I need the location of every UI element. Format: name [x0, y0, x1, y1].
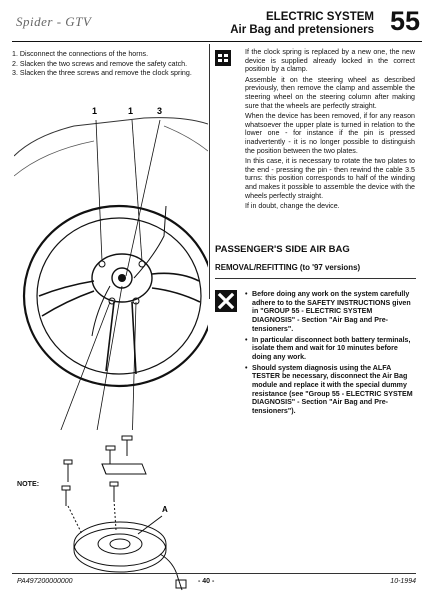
warning-x-icon	[215, 290, 237, 312]
info-paragraph: In this case, it is necessary to rotate the two plates to the end - pressing the pin - then rewind the cable 3.5 turns: this position corresponds to half of the winding and makes it possible to assemble the device with the wheels perfectly straight.	[245, 157, 415, 200]
page-number: - 40 -	[198, 578, 215, 585]
footer-divider	[12, 573, 416, 574]
section-heading: PASSENGER'S SIDE AIR BAG	[215, 244, 350, 255]
warning-item: • Before doing any work on the system carefully adhere to to the SAFETY INSTRUCTIONS given in "GROUP 55 - ELECTRIC SYSTEM DIAGNOSIS" - Section "Air Bag and Pre-tensioners".	[245, 290, 415, 334]
info-paragraph: If in doubt, change the device.	[245, 202, 340, 211]
info-paragraph: If the clock spring is replaced by a new one, the new device is supplied already locked in the correct position by a clamp.	[245, 48, 415, 74]
clock-spring-info	[245, 48, 415, 213]
step-1: 1. Disconnect the connections of the horns.	[12, 50, 149, 58]
brand-logo: Spider - GTV	[16, 14, 92, 29]
fig3-label-a: A	[162, 505, 168, 514]
fig1-label-3: 3	[157, 106, 163, 116]
fig1-label-1b: 1	[128, 106, 134, 116]
fig1-label-1a: 1	[92, 106, 98, 116]
safety-warnings	[245, 290, 415, 418]
clock-spring-figure	[42, 430, 202, 595]
steering-wheel-figure	[14, 96, 208, 474]
header-title-line1: ELECTRIC SYSTEM	[266, 11, 374, 23]
info-icon	[215, 50, 231, 66]
info-paragraph: Assemble it on the steering wheel as described previously, then remove the clamp and assemble the steering wheel on the steering column after making sure that the wheels are perfectly straight.	[245, 75, 415, 110]
header-divider	[12, 41, 422, 42]
column-divider	[209, 44, 210, 299]
step-2: 2. Slacken the two screws and remove the safety catch.	[12, 59, 188, 68]
note-label: NOTE:	[17, 480, 40, 488]
sub-heading-divider	[215, 278, 416, 279]
sub-heading: REMOVAL/REFITTING (to '97 versions)	[215, 263, 361, 272]
procedure-steps	[12, 50, 200, 79]
header-title	[230, 11, 374, 37]
page-header	[12, 6, 422, 40]
info-paragraph: When the device has been removed, if for any reason whatsoever the upper plate is turned in relation to the lower one - for instance if the pin is pressed inadvertently - it is no longer possible to distinguish the position between the two plates.	[245, 112, 415, 155]
warning-item: • In particular disconnect both battery terminals, isolate them and wait for 10 minutes before doing any work.	[245, 336, 415, 362]
footer-date: 10-1994	[390, 578, 416, 585]
section-number: 55	[389, 6, 420, 36]
footer-code: PA497200000000	[17, 578, 73, 585]
header-title-line2: Air Bag and pretensioners	[230, 24, 374, 36]
warning-item: • Should system diagnosis using the ALFA TESTER be necessary, disconnect the Air Bag module and replace it with the special dummy resistance (see "Group 55 - ELECTRIC SYSTEM DIAGNOSIS" - Section "Air Bag and Pre-tensioners").	[245, 364, 415, 416]
step-3: 3. Slacken the three screws and remove the clock spring.	[12, 69, 192, 78]
